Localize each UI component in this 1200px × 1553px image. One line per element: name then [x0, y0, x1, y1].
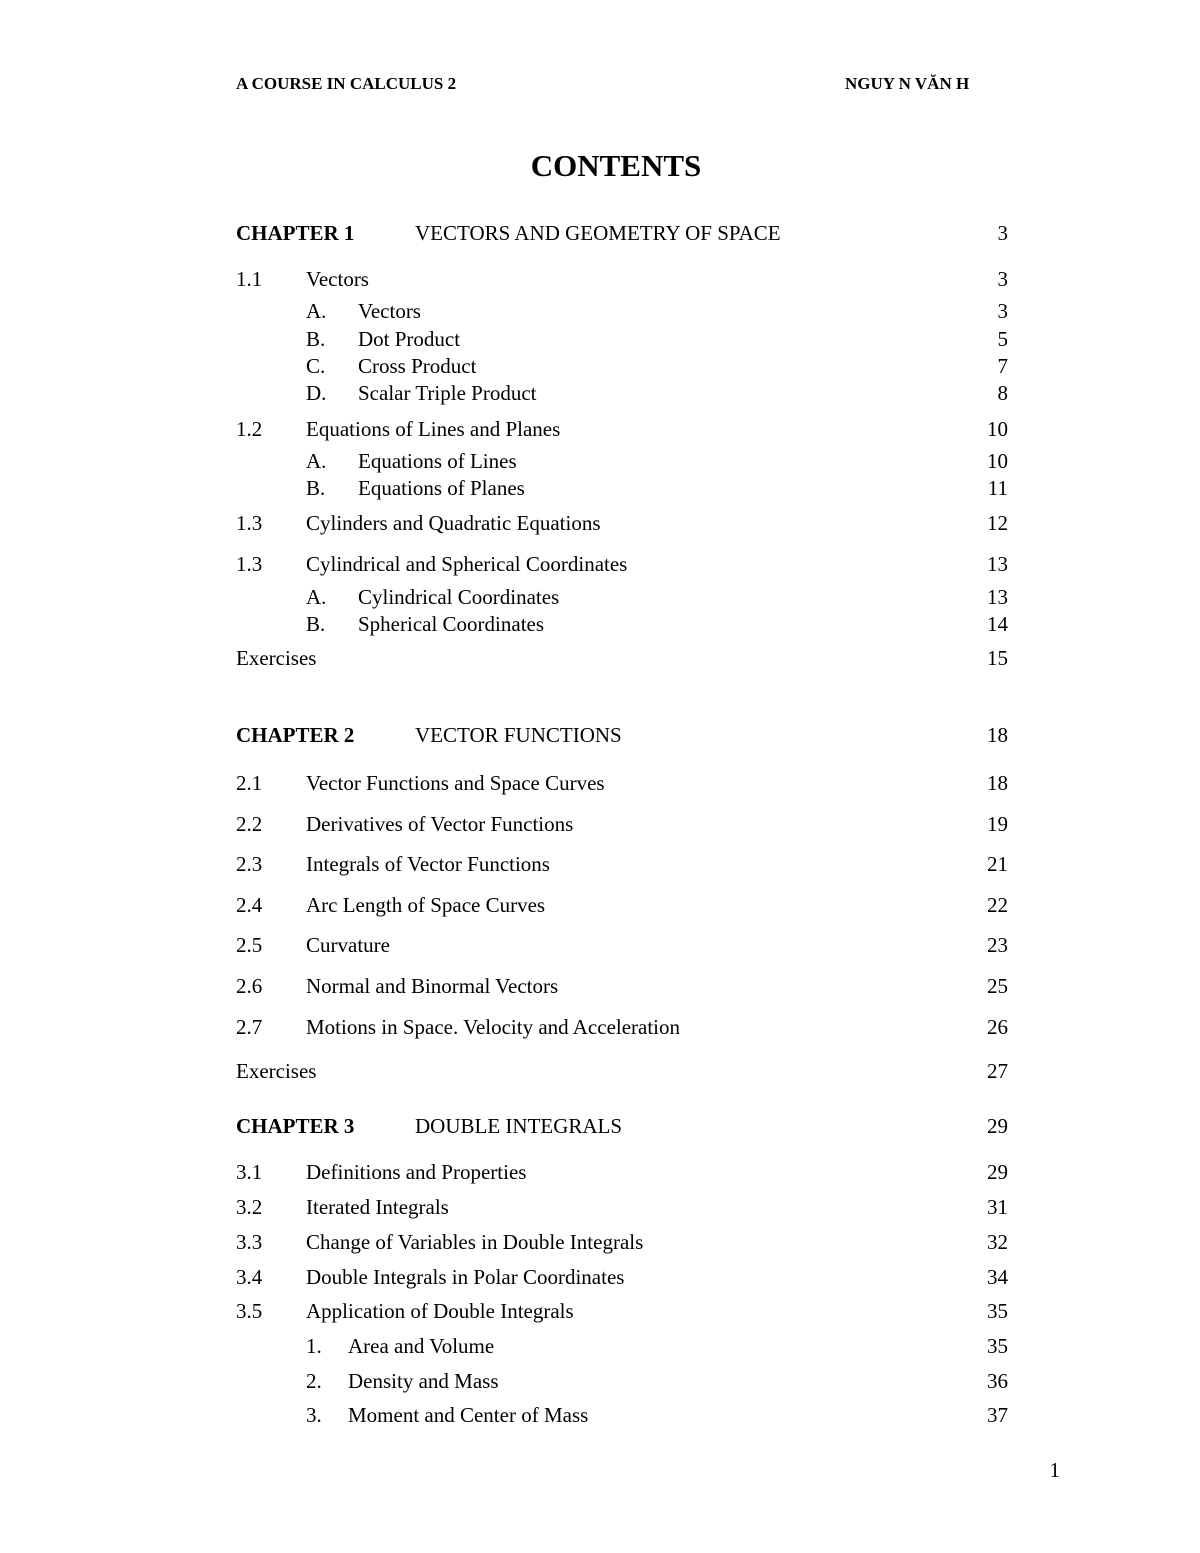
- toc-entry-number: 3.4: [236, 1265, 263, 1289]
- toc-entry-number: 1.3: [236, 511, 263, 535]
- toc-page-number: 18: [987, 771, 1008, 795]
- toc-entry-title: Density and Mass: [348, 1369, 499, 1393]
- toc-page-number: 23: [987, 933, 1008, 957]
- toc-page-number: 11: [987, 476, 1008, 500]
- toc-entry-title: Derivatives of Vector Functions: [306, 812, 574, 836]
- toc-entry-number: 3.1: [236, 1160, 263, 1184]
- toc-page-number: 35: [987, 1334, 1008, 1358]
- toc-entry-row: [0, 1366, 1200, 1396]
- toc-entry-number: 2.5: [236, 933, 263, 957]
- toc-entry-row: [0, 549, 1200, 579]
- running-header-left: A COURSE IN CALCULUS 2: [236, 74, 457, 93]
- toc-page-number: 14: [987, 612, 1008, 636]
- toc-entry-title: Exercises: [236, 1059, 317, 1083]
- toc-entry-row: [0, 930, 1200, 960]
- toc-entry-title: Exercises: [236, 646, 317, 670]
- toc-page-number: 13: [987, 552, 1008, 576]
- toc-entry-number: A.: [306, 299, 327, 323]
- toc-entry-title: Curvature: [306, 933, 390, 957]
- toc-entry-number: CHAPTER 3: [236, 1114, 355, 1138]
- toc-page-number: 19: [987, 812, 1008, 836]
- toc-entry-number: 2.7: [236, 1015, 263, 1039]
- toc-entry-row: [0, 508, 1200, 538]
- toc-entry-row: [0, 971, 1200, 1001]
- toc-entry-number: 2.2: [236, 812, 263, 836]
- toc-chapter-row: [0, 720, 1200, 750]
- toc-entry-title: Iterated Integrals: [306, 1195, 449, 1219]
- toc-entry-title: Cylindrical and Spherical Coordinates: [306, 552, 628, 576]
- toc-entry-row: [0, 1012, 1200, 1042]
- toc-entry-number: 1.2: [236, 417, 263, 441]
- toc-page-number: 25: [987, 974, 1008, 998]
- toc-page-number: 36: [987, 1369, 1008, 1393]
- toc-entry-row: [0, 473, 1200, 503]
- toc-entry-title: Definitions and Properties: [306, 1160, 527, 1184]
- toc-entry-number: 3.5: [236, 1299, 263, 1323]
- toc-entry-row: [0, 351, 1200, 381]
- toc-entry-number: 1.1: [236, 267, 263, 291]
- toc-entry-title: Vectors: [306, 267, 369, 291]
- page-title: CONTENTS: [530, 148, 702, 183]
- toc-page-number: 34: [987, 1265, 1008, 1289]
- toc-entry-title: Spherical Coordinates: [358, 612, 545, 636]
- toc-page-number: 8: [997, 381, 1008, 405]
- toc-entry-row: [0, 264, 1200, 294]
- toc-entry-number: D.: [306, 381, 327, 405]
- toc-entry-row: [0, 849, 1200, 879]
- toc-entry-title: Double Integrals in Polar Coordinates: [306, 1265, 625, 1289]
- toc-chapter-row: [0, 218, 1200, 248]
- toc-entry-title: Cylindrical Coordinates: [358, 585, 560, 609]
- toc-chapter-row: [0, 1111, 1200, 1141]
- toc-page-number: 7: [997, 354, 1008, 378]
- toc-page-number: 3: [997, 221, 1008, 245]
- toc-entry-row: [0, 1192, 1200, 1222]
- toc-entry-title: Integrals of Vector Functions: [306, 852, 550, 876]
- toc-page-number: 29: [987, 1160, 1008, 1184]
- toc-entry-number: 3.3: [236, 1230, 263, 1254]
- toc-entry-row: [0, 809, 1200, 839]
- toc-entry-row: [0, 1056, 1200, 1086]
- toc-entry-title: Change of Variables in Double Integrals: [306, 1230, 644, 1254]
- toc-entry-row: [0, 378, 1200, 408]
- toc-entry-row: [0, 768, 1200, 798]
- toc-entry-title: Cross Product: [358, 354, 477, 378]
- toc-entry-title: Dot Product: [358, 327, 461, 351]
- toc-entry-number: B.: [306, 476, 326, 500]
- toc-entry-number: CHAPTER 2: [236, 723, 355, 747]
- toc-entry-title: Normal and Binormal Vectors: [306, 974, 559, 998]
- toc-entry-title: VECTOR FUNCTIONS: [415, 723, 622, 747]
- toc-entry-number: A.: [306, 449, 327, 473]
- toc-entry-row: [0, 609, 1200, 639]
- toc-page-number: 18: [987, 723, 1008, 747]
- toc-entry-title: DOUBLE INTEGRALS: [415, 1114, 623, 1138]
- toc-entry-number: B.: [306, 612, 326, 636]
- toc-entry-row: [0, 1227, 1200, 1257]
- toc-page-number: 26: [987, 1015, 1008, 1039]
- toc-entry-number: 1.: [306, 1334, 322, 1358]
- toc-page-number: 32: [987, 1230, 1008, 1254]
- toc-entry-number: 1.3: [236, 552, 263, 576]
- toc-page-number: 3: [997, 267, 1008, 291]
- toc-entry-title: Equations of Lines: [358, 449, 517, 473]
- toc-entry-row: [0, 1400, 1200, 1430]
- toc-entry-number: 2.4: [236, 893, 263, 917]
- toc-entry-row: [0, 324, 1200, 354]
- toc-entry-title: Moment and Center of Mass: [348, 1403, 589, 1427]
- toc-entry-title: Arc Length of Space Curves: [306, 893, 546, 917]
- toc-page-number: 21: [987, 852, 1008, 876]
- toc-page-number: 29: [987, 1114, 1008, 1138]
- toc-entry-number: B.: [306, 327, 326, 351]
- page-number: 1: [1049, 1458, 1060, 1482]
- toc-entry-title: Application of Double Integrals: [306, 1299, 574, 1323]
- toc-entry-number: 2.1: [236, 771, 263, 795]
- toc-page-number: 3: [997, 299, 1008, 323]
- toc-entry-title: Motions in Space. Velocity and Acceleration: [306, 1015, 681, 1039]
- toc-entry-row: [0, 1157, 1200, 1187]
- toc-entry-row: [0, 582, 1200, 612]
- toc-page-number: 37: [987, 1403, 1008, 1427]
- toc-page-number: 15: [987, 646, 1008, 670]
- toc-page-number: 5: [997, 327, 1008, 351]
- toc-entry-title: Equations of Planes: [358, 476, 525, 500]
- toc-entry-number: 2.3: [236, 852, 263, 876]
- running-header-right: NGUY N VĂN H: [845, 74, 970, 93]
- toc-entry-title: Scalar Triple Product: [358, 381, 537, 405]
- toc-entry-number: A.: [306, 585, 327, 609]
- toc-entry-row: [0, 1296, 1200, 1326]
- toc-page-number: 10: [987, 449, 1008, 473]
- toc-page-number: 10: [987, 417, 1008, 441]
- toc-entry-row: [0, 296, 1200, 326]
- toc-entry-row: [0, 414, 1200, 444]
- toc-page-number: 12: [987, 511, 1008, 535]
- toc-entry-number: 2.6: [236, 974, 263, 998]
- toc-entry-number: CHAPTER 1: [236, 221, 355, 245]
- toc-entry-title: Cylinders and Quadratic Equations: [306, 511, 601, 535]
- toc-page-number: 22: [987, 893, 1008, 917]
- toc-entry-number: 3.2: [236, 1195, 263, 1219]
- toc-entry-number: C.: [306, 354, 326, 378]
- toc-page-number: 35: [987, 1299, 1008, 1323]
- toc-entry-title: Vector Functions and Space Curves: [306, 771, 605, 795]
- toc-entry-number: 2.: [306, 1369, 322, 1393]
- toc-entry-row: [0, 643, 1200, 673]
- toc-entry-title: Equations of Lines and Planes: [306, 417, 561, 441]
- toc-page-number: 27: [987, 1059, 1008, 1083]
- toc-page-number: 31: [987, 1195, 1008, 1219]
- toc-entry-row: [0, 446, 1200, 476]
- toc-entry-number: 3.: [306, 1403, 322, 1427]
- toc-entry-title: VECTORS AND GEOMETRY OF SPACE: [415, 221, 781, 245]
- toc-entry-title: Area and Volume: [348, 1334, 495, 1358]
- toc-entry-row: [0, 1262, 1200, 1292]
- toc-entry-row: [0, 890, 1200, 920]
- toc-page-number: 13: [987, 585, 1008, 609]
- toc-entry-title: Vectors: [358, 299, 421, 323]
- toc-entry-row: [0, 1331, 1200, 1361]
